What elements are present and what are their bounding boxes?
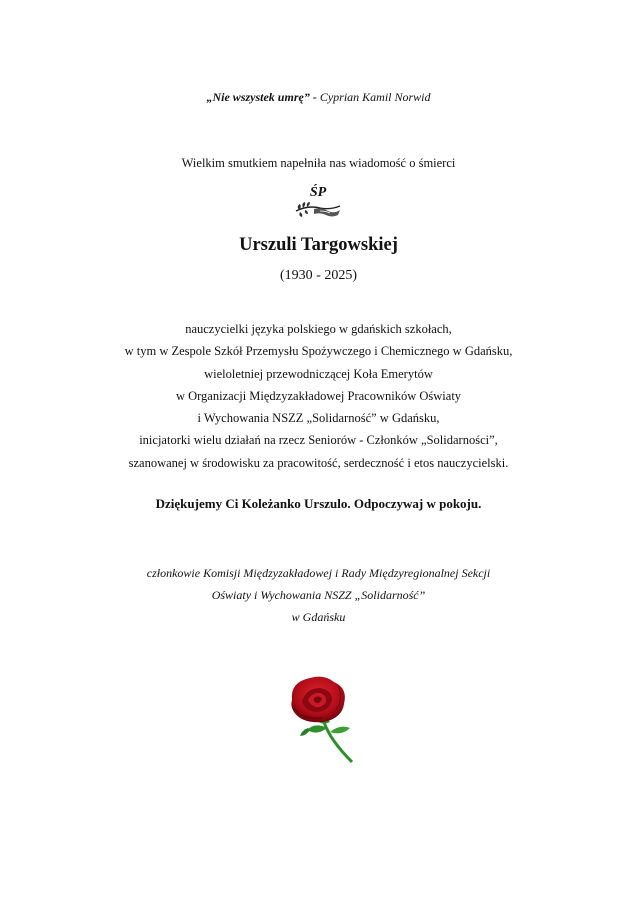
quote-dash: - <box>309 90 320 104</box>
quote-author: Cyprian Kamil Norwid <box>319 90 431 104</box>
signature-line: w Gdańsku <box>291 610 346 624</box>
quote-line <box>0 90 637 105</box>
sp-emblem-icon <box>290 181 346 221</box>
signature-line: członkowie Komisji Międzyzakładowej i Rady Międzyregionalnej Sekcji <box>146 566 491 580</box>
sp-mark-text: ŚP <box>309 185 327 200</box>
life-years: (1930 - 2025) <box>280 268 357 283</box>
bio-line: w tym w Zespole Szkół Przemysłu Spożywczego i Chemicznego w Gdańsku, <box>124 344 513 359</box>
red-rose-icon <box>272 672 367 764</box>
bio-line: wieloletniej przewodniczącej Koła Emerytów <box>204 366 433 381</box>
biography <box>0 318 637 474</box>
bio-line: inicjatorki wielu działań na rzecz Seniorów - Członków „Solidarności”, <box>139 433 498 448</box>
deceased-name: Urszuli Targowskiej <box>239 235 398 255</box>
quote-text: „Nie wszystek umrę” <box>206 90 310 104</box>
bio-line: nauczycielki języka polskiego w gdańskich szkołach, <box>185 322 452 336</box>
thanks-text: Dziękujemy Ci Koleżanko Urszulo. Odpoczywaj w pokoju. <box>155 496 482 511</box>
bio-line: szanowanej w środowisku za pracowitość, serdeczność i etos nauczycielski. <box>128 455 509 470</box>
intro-text: Wielkim smutkiem napełniła nas wiadomość o śmierci <box>181 156 456 170</box>
bio-line: w Organizacji Międzyzakładowej Pracowników Oświaty <box>175 388 462 403</box>
signature <box>0 562 637 628</box>
signature-line: Oświaty i Wychowania NSZZ „Solidarność” <box>211 588 426 602</box>
bio-line: i Wychowania NSZZ „Solidarność” w Gdańsku, <box>197 411 440 426</box>
